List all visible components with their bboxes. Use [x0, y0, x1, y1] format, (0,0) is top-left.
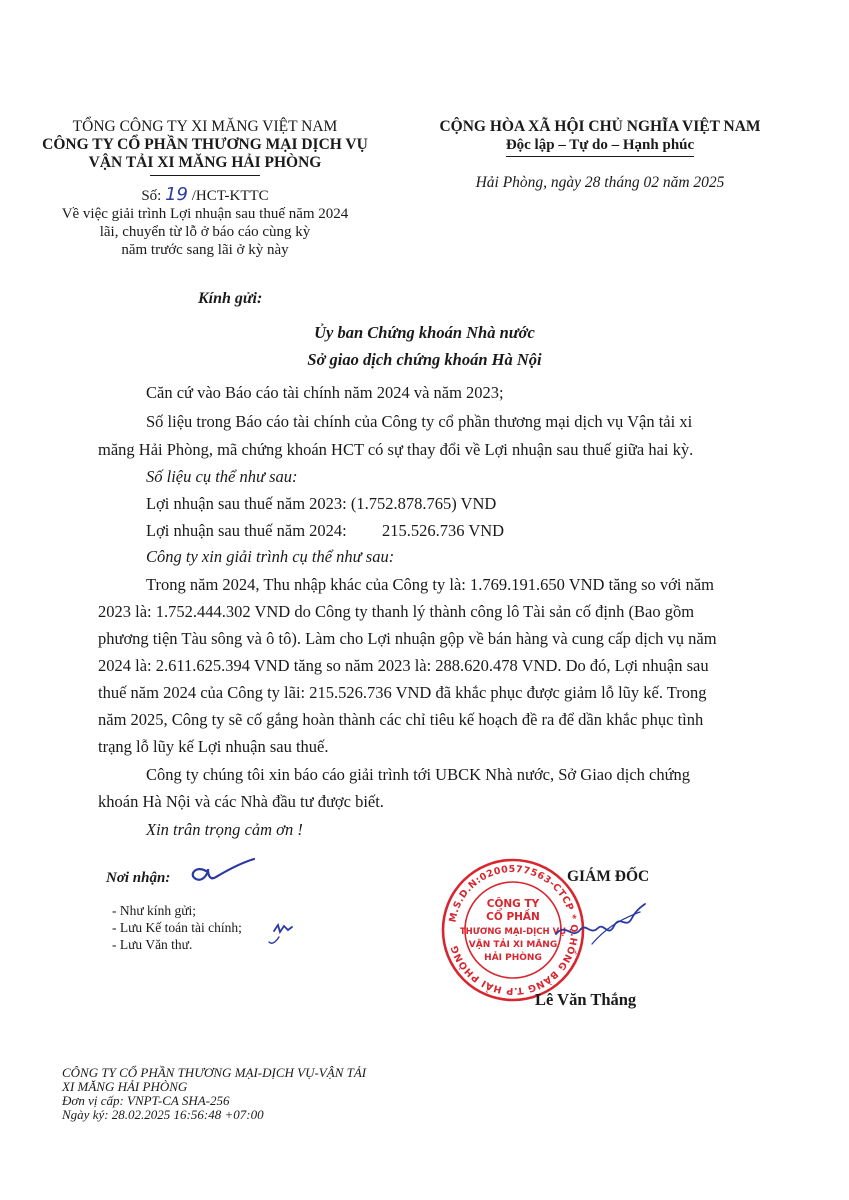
body-line: 2023 là: 1.752.444.302 VND do Công ty thanh lý thành công lô Tài sản cố định (Bao gồm	[98, 602, 695, 621]
body-line: Công ty xin giải trình cụ thể như sau:	[146, 547, 395, 566]
body-line: Số liệu cụ thể như sau:	[146, 467, 298, 486]
seal-inner-line: THƯƠNG MẠI-DỊCH VỤ	[459, 927, 567, 937]
profit-2023: Lợi nhuận sau thuế năm 2023: (1.752.878.765) VND	[146, 494, 497, 513]
body-line: măng Hải Phòng, mã chứng khoán HCT có sự thay đổi về Lợi nhuận sau thuế giữa hai kỳ.	[98, 440, 694, 459]
body-line: Trong năm 2024, Thu nhập khác của Công ty là: 1.769.191.650 VND tăng so với năm	[146, 575, 715, 594]
national-header	[410, 118, 790, 157]
profit-2024-label: Lợi nhuận sau thuế năm 2024:	[146, 521, 347, 540]
seal-inner-line: VẬN TẢI XI MĂNG	[468, 940, 558, 950]
issuer-header	[40, 118, 370, 176]
handwritten-signature	[552, 900, 647, 950]
subject-line-1: Về việc giải trình Lợi nhuận sau thuế năm 2024	[61, 206, 349, 222]
digital-signature-company-line-1: CÔNG TY CỔ PHẦN THƯƠNG MẠI-DỊCH VỤ-VẬN TẢI	[62, 1065, 367, 1080]
body-line: trạng lỗ lũy kế Lợi nhuận sau thuế.	[98, 737, 329, 756]
recipients-label: Nơi nhận:	[106, 870, 171, 886]
number-suffix: /HCT-KTTC	[191, 188, 269, 204]
closing-thanks: Xin trân trọng cảm ơn !	[146, 820, 303, 839]
body-line: Căn cứ vào Báo cáo tài chính năm 2024 và năm 2023;	[146, 383, 504, 402]
body-line: Số liệu trong Báo cáo tài chính của Công ty cổ phần thương mại dịch vụ Vận tải xi	[146, 412, 693, 431]
document-reference	[40, 186, 370, 259]
recipient-1: Ủy ban Chứng khoán Nhà nước	[314, 323, 535, 342]
greeting: Kính gửi:	[198, 290, 263, 307]
subject-line-2: lãi, chuyển từ lỗ ở báo cáo cùng kỳ	[99, 224, 311, 240]
body-line: khoán Hà Nội và các Nhà đầu tư được biết.	[98, 792, 384, 811]
body-line: Công ty chúng tôi xin báo cáo giải trình tới UBCK Nhà nước, Sở Giao dịch chứng	[146, 765, 691, 784]
body-line: năm 2025, Công ty sẽ cố gắng hoàn thành các chỉ tiêu kế hoạch đề ra để dần khắc phục tình	[98, 710, 704, 729]
document-date: Hải Phòng, ngày 28 tháng 02 năm 2025	[475, 174, 725, 191]
subject-line-3: năm trước sang lãi ở kỳ này	[121, 242, 289, 258]
recipient-item: - Lưu Kế toán tài chính;	[112, 920, 242, 935]
parent-organization: TỔNG CÔNG TY XI MĂNG VIỆT NAM	[72, 118, 338, 135]
recipient-item: - Như kính gửi;	[112, 903, 197, 918]
handwritten-number: 19	[165, 184, 188, 205]
seal-inner-line: CỔ PHẦN	[486, 911, 540, 923]
recipient-item: - Lưu Văn thư.	[112, 937, 193, 952]
digital-signature-company-line-2: XI MĂNG HẢI PHÒNG	[62, 1079, 188, 1094]
seal-outer-text: M.S.D.N:0200577563-CTCP * Q.HỒNG BÀNG T.P HẢI PHÒNG	[447, 863, 580, 997]
header-divider	[150, 175, 260, 176]
national-motto: Độc lập – Tự do – Hạnh phúc	[506, 136, 694, 157]
seal-inner-line: HẢI PHÒNG	[484, 953, 542, 963]
signer-title: GIÁM ĐỐC	[567, 868, 650, 885]
seal-inner-line: CÔNG TY	[486, 898, 540, 910]
handwritten-initial-mark	[186, 857, 256, 889]
nation-title: CỘNG HÒA XÃ HỘI CHỦ NGHĨA VIỆT NAM	[439, 118, 761, 135]
handwritten-check-icon	[268, 936, 280, 946]
profit-2024-value: 215.526.736 VND	[382, 521, 505, 540]
digital-signature-date: Ngày ký: 28.02.2025 16:56:48 +07:00	[62, 1107, 264, 1122]
body-line: phương tiện Tàu sông và ô tô). Làm cho Lợi nhuận gộp về bán hàng và cung cấp dịch vụ năm	[98, 629, 717, 648]
recipient-2: Sở giao dịch chứng khoán Hà Nội	[307, 350, 542, 369]
signer-name: Lê Văn Thắng	[535, 990, 637, 1009]
body-line: thuế năm 2024 của Công ty lãi: 215.526.736 VND đã khắc phục được giảm lỗ lũy kế. Trong	[98, 683, 707, 702]
body-line: 2024 là: 2.611.625.394 VND tăng so năm 2023 là: 288.620.478 VND. Do đó, Lợi nhuận sau	[98, 656, 709, 675]
company-name-line-1: CÔNG TY CỔ PHẦN THƯƠNG MẠI DỊCH VỤ	[42, 136, 368, 153]
number-prefix: Số:	[141, 188, 162, 204]
handwritten-tick-icon	[272, 921, 294, 935]
company-name-line-2: VẬN TẢI XI MĂNG HẢI PHÒNG	[88, 154, 322, 171]
digital-signature-issuer: Đơn vị cấp: VNPT-CA SHA-256	[62, 1093, 230, 1108]
